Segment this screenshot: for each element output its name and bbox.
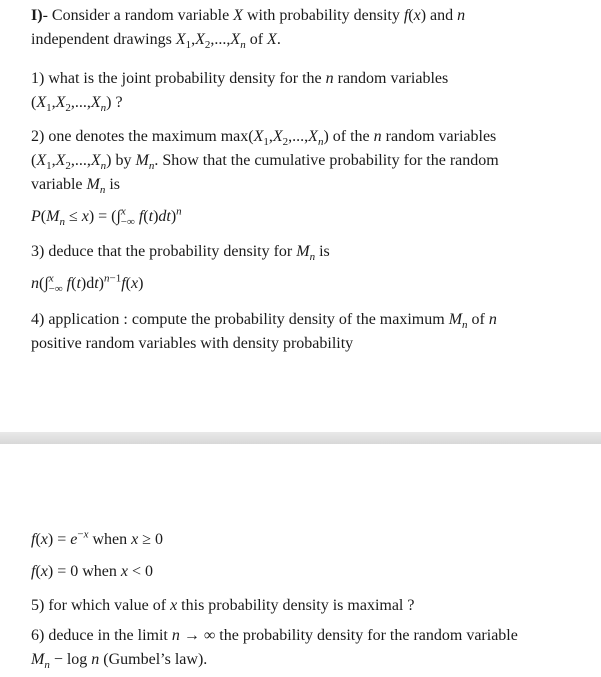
question-2: 2) one denotes the maximum $\max(X_1,X_2,...,X_n)$ of the n random variables $(X_1,X_2,...,X_n)$ by $M_n$. Show that the cumulative probability for the random variable $M_n$ is [31, 128, 499, 197]
formula-pdf: n(∫$^x_{-\infty}$ f(t)dt)$^{n-1}$f(x) [31, 272, 144, 296]
application-panel [0, 446, 601, 677]
question-6: 6) deduce in the limit n → ∞ the probability density for the random variable $M_n - \log n$ (Gumbel’s law). [31, 627, 518, 672]
formula-cdf: $P(M_n \le x) = (\int^x_{-\infty}$ f(t)dt)$^n$ [31, 205, 182, 229]
question-3: 3) deduce that the probability density for $M_n$ is [31, 243, 330, 264]
question-5: 5) for which value of x this probability density is maximal ? [31, 597, 415, 614]
density-negative: f(x) = 0 when x < 0 [31, 563, 154, 580]
density-positive: $f(x) = e^{-x}$ when x ≥ 0 [31, 528, 164, 548]
question-4: 4) application : compute the probability density of the maximum $M_n$ of n positive random variables with density probability [31, 311, 497, 352]
question-1: 1) what is the joint probability density for the n random variables $(X_1,X_2,...,X_n)$ ? [31, 70, 449, 115]
section-divider [0, 412, 601, 446]
problem-heading: I)- Consider a random variable X with probability density f(x) and n independent drawings $X_1,X_2,...,X_n$ of X. [31, 7, 466, 52]
